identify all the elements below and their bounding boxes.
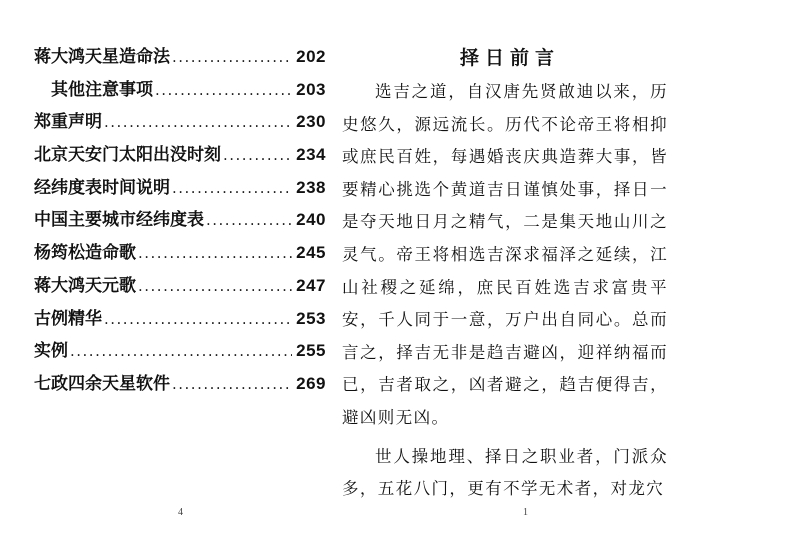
toc-entry-page: 203 — [296, 79, 326, 99]
toc-entry-title: 杨筠松造命歌 — [34, 243, 136, 264]
toc-entry-title: 蒋大鸿天元歌 — [34, 275, 136, 296]
toc-entry-title: 古例精华 — [34, 308, 102, 329]
toc-entry — [34, 238, 326, 271]
toc-leader-dots — [104, 113, 292, 131]
toc-entry-title: 中国主要城市经纬度表 — [34, 210, 204, 231]
toc-leader-dots — [223, 146, 292, 164]
toc-entry — [34, 107, 326, 140]
page-number-right: 1 — [523, 507, 528, 518]
toc-leader-dots — [172, 375, 292, 393]
toc-entry-page: 238 — [296, 177, 326, 197]
preface-page — [342, 40, 668, 506]
toc-entry — [34, 304, 326, 337]
toc-leader-dots — [138, 244, 292, 262]
toc-leader-dots — [70, 342, 292, 360]
toc-leader-dots — [104, 310, 292, 328]
toc-leader-dots — [172, 179, 292, 197]
toc-leader-dots — [206, 211, 292, 229]
toc-leader-dots — [138, 277, 292, 295]
toc-leader-dots — [155, 81, 292, 99]
toc-entry-title: 经纬度表时间说明 — [34, 177, 170, 198]
toc-entry — [34, 140, 326, 173]
toc-entry — [34, 173, 326, 206]
toc-entry — [34, 271, 326, 304]
toc-entry — [34, 75, 326, 108]
toc-entry-title: 蒋大鸿天星造命法 — [34, 47, 170, 67]
toc-entry-page: 202 — [296, 47, 326, 66]
toc-entry-page: 255 — [296, 341, 326, 361]
toc-entry — [34, 369, 326, 402]
toc-entry — [34, 205, 326, 238]
toc-entry-title: 其他注意事项 — [51, 79, 153, 100]
toc-entry — [34, 336, 326, 369]
toc-entry-page: 245 — [296, 243, 326, 263]
toc-entry-title: 北京天安门太阳出没时刻 — [34, 145, 221, 166]
toc-leader-dots — [172, 48, 292, 66]
preface-paragraph: 世人操地理、择日之职业者，门派众多，五花八门，更有不学无术者，对龙穴 — [342, 446, 668, 499]
toc-entry-title: 郑重声明 — [34, 112, 102, 133]
toc-entry-page: 240 — [296, 210, 326, 230]
preface-title: 择日前言 — [459, 47, 560, 69]
preface-paragraph: 选吉之道，自汉唐先贤啟迪以来，历史悠久，源远流长。历代不论帝王将相抑或庶民百姓，每遇婚丧庆典造葬大事，皆要精心挑选个黄道吉日谨慎处事，择日一是夺天地日月之精气，二是集天地山川之灵气。帝王将相选吉深求福泽之延续，江山社稷之延绵，庶民百姓选吉求富贵平安，千人同于一意，万户出自同心。总而言之，择吉无非是趋吉避凶，迎祥纳福而已，吉者取之，凶者避之，趋吉便得吉，避凶则无凶。 — [342, 82, 668, 427]
toc-entry — [34, 42, 326, 75]
toc-entry-page: 269 — [296, 373, 326, 393]
page-number-left: 4 — [178, 507, 183, 518]
table-of-contents — [34, 42, 326, 402]
toc-entry-title: 七政四余天星软件 — [34, 373, 170, 394]
toc-entry-page: 247 — [296, 275, 326, 295]
toc-entry-page: 230 — [296, 112, 326, 132]
toc-entry-page: 234 — [296, 145, 326, 165]
toc-entry-page: 253 — [296, 308, 326, 328]
toc-entry-title: 实例 — [34, 341, 68, 362]
